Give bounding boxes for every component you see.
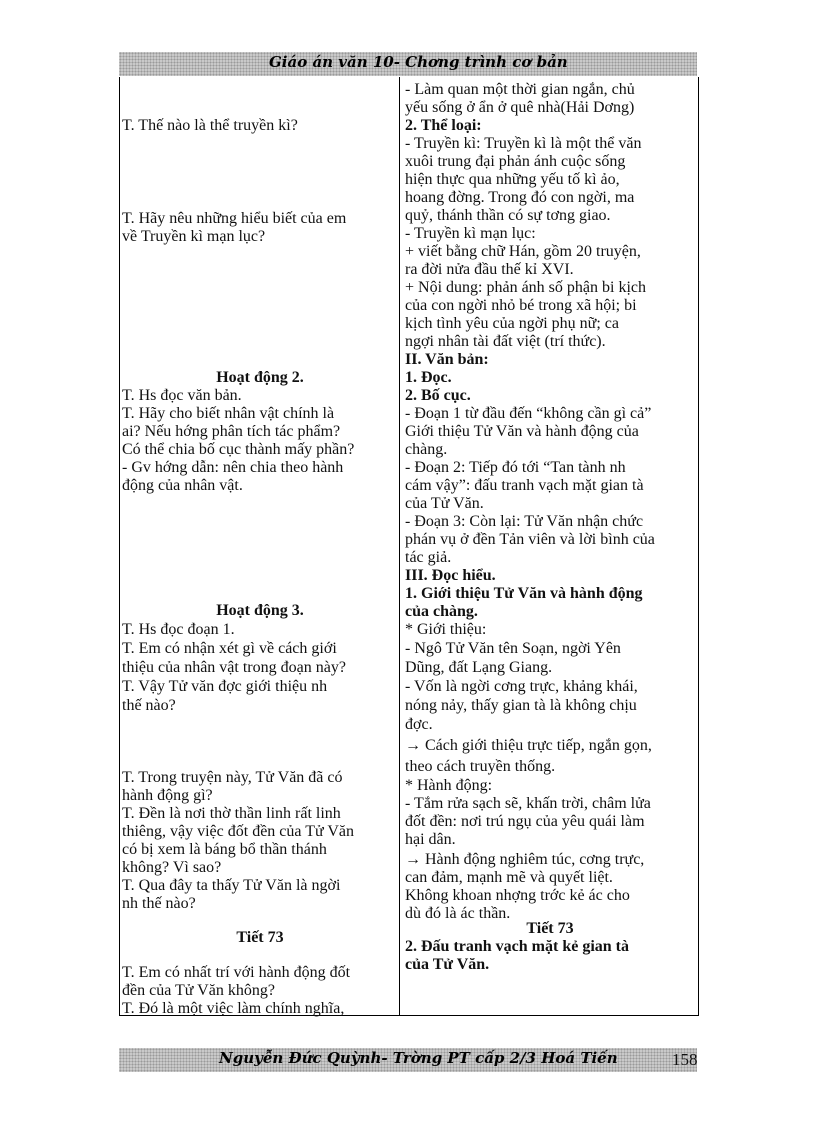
left-line: thiêng, vậy việc đốt đền của Tử Văn — [122, 823, 355, 840]
left-line: Có thể chia bố cục thành mấy phần? — [122, 441, 355, 458]
left-line: không? Vì sao? — [122, 859, 222, 876]
left-line: T. Em có nhận xét gì về cách giới — [122, 640, 337, 657]
right-line: dù đó là ác thần. — [405, 905, 511, 922]
point-2-title: 2. Đấu tranh vạch mặt kẻ gian tà — [405, 938, 630, 955]
bo-cuc-title: 2. Bố cục. — [405, 387, 471, 404]
left-line: T. Trong truyện này, Tử Văn đã có — [122, 769, 343, 786]
header-band — [119, 52, 697, 76]
activity-3-heading: Hoạt động 3. — [216, 602, 304, 619]
right-line: - Tắm rửa sạch sẽ, khấn trời, châm lửa — [405, 795, 651, 812]
right-line: + Nội dung: phản ánh số phận bi kịch — [405, 279, 646, 296]
doc-title: 1. Đọc. — [405, 369, 452, 386]
right-line: tác giả. — [405, 549, 452, 566]
left-line: - Gv hớng dẫn: nên chia theo hành — [122, 459, 344, 476]
right-line: cám vậy”: đấu tranh vạch mặt gian tà — [405, 477, 644, 494]
right-tiet-heading: Tiết 73 — [526, 920, 574, 937]
right-line: * Giới thiệu: — [405, 621, 487, 638]
right-line: - Vốn là ngời cơng trực, khảng khái, — [405, 678, 638, 695]
right-line: phán vụ ở đền Tản viên và lời bình của — [405, 531, 655, 548]
right-line: - Đoạn 3: Còn lại: Tử Văn nhận chức — [405, 513, 644, 530]
right-line: quỷ, thánh thần có sự tơng giao. — [405, 207, 611, 224]
left-tiet-heading: Tiết 73 — [236, 929, 284, 946]
point-2-title: của Tử Văn. — [405, 956, 490, 973]
right-line: Dũng, đất Lạng Giang. — [405, 659, 553, 676]
right-line: nóng nảy, thấy gian tà là không chịu — [405, 697, 637, 714]
right-line: - Truyền kì: Truyền kì là một thể văn — [405, 135, 642, 152]
right-line: hiện thực qua những yếu tố kì ảo, — [405, 171, 620, 188]
left-line: T. Đó là một việc làm chính nghĩa, — [122, 1000, 345, 1017]
left-question-line: về Truyền kì mạn lục? — [122, 228, 266, 245]
right-line: theo cách truyền thống. — [405, 758, 556, 775]
left-line: đền của Tử Văn không? — [122, 982, 275, 999]
right-line: yếu sống ở ẩn ở quê nhà(Hải Dơng) — [405, 99, 635, 116]
right-line: ra đời nửa đầu thế kỉ XVI. — [405, 261, 574, 278]
right-line: - Truyền kì mạn lục: — [405, 225, 536, 242]
left-line: thiệu của nhân vật trong đoạn này? — [122, 659, 346, 676]
left-line: ai? Nếu hớng phân tích tác phẩm? — [122, 423, 341, 440]
left-line: T. Hs đọc đoạn 1. — [122, 621, 235, 638]
right-line: - Đoạn 2: Tiếp đó tới “Tan tành nh — [405, 459, 626, 476]
lesson-table — [119, 77, 699, 1016]
part-doc-hieu-title: III. Đọc hiểu. — [405, 567, 496, 584]
left-line: T. Em có nhất trí với hành động đốt — [122, 964, 351, 981]
right-line: - Làm quan một thời gian ngắn, chủ — [405, 81, 635, 98]
left-line: hành động gì? — [122, 787, 213, 804]
left-line: T. Hãy cho biết nhân vật chính là — [122, 405, 335, 422]
header-title: Giáo án văn 10- Chơng trình cơ bản — [269, 53, 568, 71]
right-line: + viết bằng chữ Hán, gồm 20 truyện, — [405, 243, 641, 260]
right-line: của Tử Văn. — [405, 495, 484, 512]
point-1-title: 1. Giới thiệu Tử Văn và hành động — [405, 585, 643, 602]
left-question-line: T. Hãy nêu những hiểu biết của em — [122, 210, 347, 227]
right-line: Giới thiệu Tử Văn và hành động của — [405, 423, 639, 440]
right-line: hại dân. — [405, 831, 456, 848]
left-line: động của nhân vật. — [122, 477, 243, 494]
right-line: đợc. — [405, 716, 433, 733]
right-line: xuôi trung đại phản ánh cuộc sống — [405, 153, 626, 170]
right-line: - Ngô Tử Văn tên Soạn, ngời Yên — [405, 640, 621, 657]
right-line: * Hành động: — [405, 777, 493, 794]
right-line: hoang đờng. Trong đó con ngời, ma — [405, 189, 635, 206]
right-line: - Đoạn 1 từ đầu đến “không cần gì cả” — [405, 405, 652, 422]
right-line: chàng. — [405, 441, 448, 458]
left-line: T. Vậy Tử văn đợc giới thiệu nh — [122, 678, 328, 695]
section-the-loai-title: 2. Thể loại: — [405, 117, 482, 134]
left-line: nh thế nào? — [122, 895, 196, 912]
right-line: Không khoan nhợng trớc kẻ ác cho — [405, 887, 630, 904]
right-line: đốt đền: nơi trú ngụ của yêu quái làm — [405, 813, 645, 830]
footer-band — [119, 1048, 697, 1072]
point-1-title: của chàng. — [405, 603, 478, 620]
right-line: kịch tình yêu của ngời phụ nữ; ca — [405, 315, 619, 332]
left-line: T. Qua đây ta thấy Tử Văn là ngời — [122, 877, 341, 894]
footer-author: Nguyễn Đức Quỳnh- Trờng PT cấp 2/3 Hoá Tiến — [219, 1049, 618, 1067]
column-divider — [399, 77, 400, 1015]
right-line: → Cách giới thiệu trực tiếp, ngắn gọn, — [405, 737, 652, 754]
left-line: T. Hs đọc văn bản. — [122, 387, 242, 404]
page-number: 158 — [672, 1050, 698, 1069]
right-line: → Hành động nghiêm túc, cơng trực, — [405, 851, 645, 868]
left-line: có bị xem là báng bổ thần thánh — [122, 841, 327, 858]
left-line: T. Đền là nơi thờ thần linh rất linh — [122, 805, 341, 822]
activity-2-heading: Hoạt động 2. — [216, 369, 304, 386]
right-line: ngợi nhân tài đất việt (trí thức). — [405, 333, 606, 350]
left-line: thế nào? — [122, 697, 176, 714]
right-line: của con ngời nhỏ bé trong xã hội; bi — [405, 297, 637, 314]
right-line: can đảm, mạnh mẽ và quyết liệt. — [405, 869, 613, 886]
part-van-ban-title: II. Văn bản: — [405, 351, 489, 368]
left-question-truyen-ki: T. Thế nào là thể truyền kì? — [122, 117, 298, 134]
